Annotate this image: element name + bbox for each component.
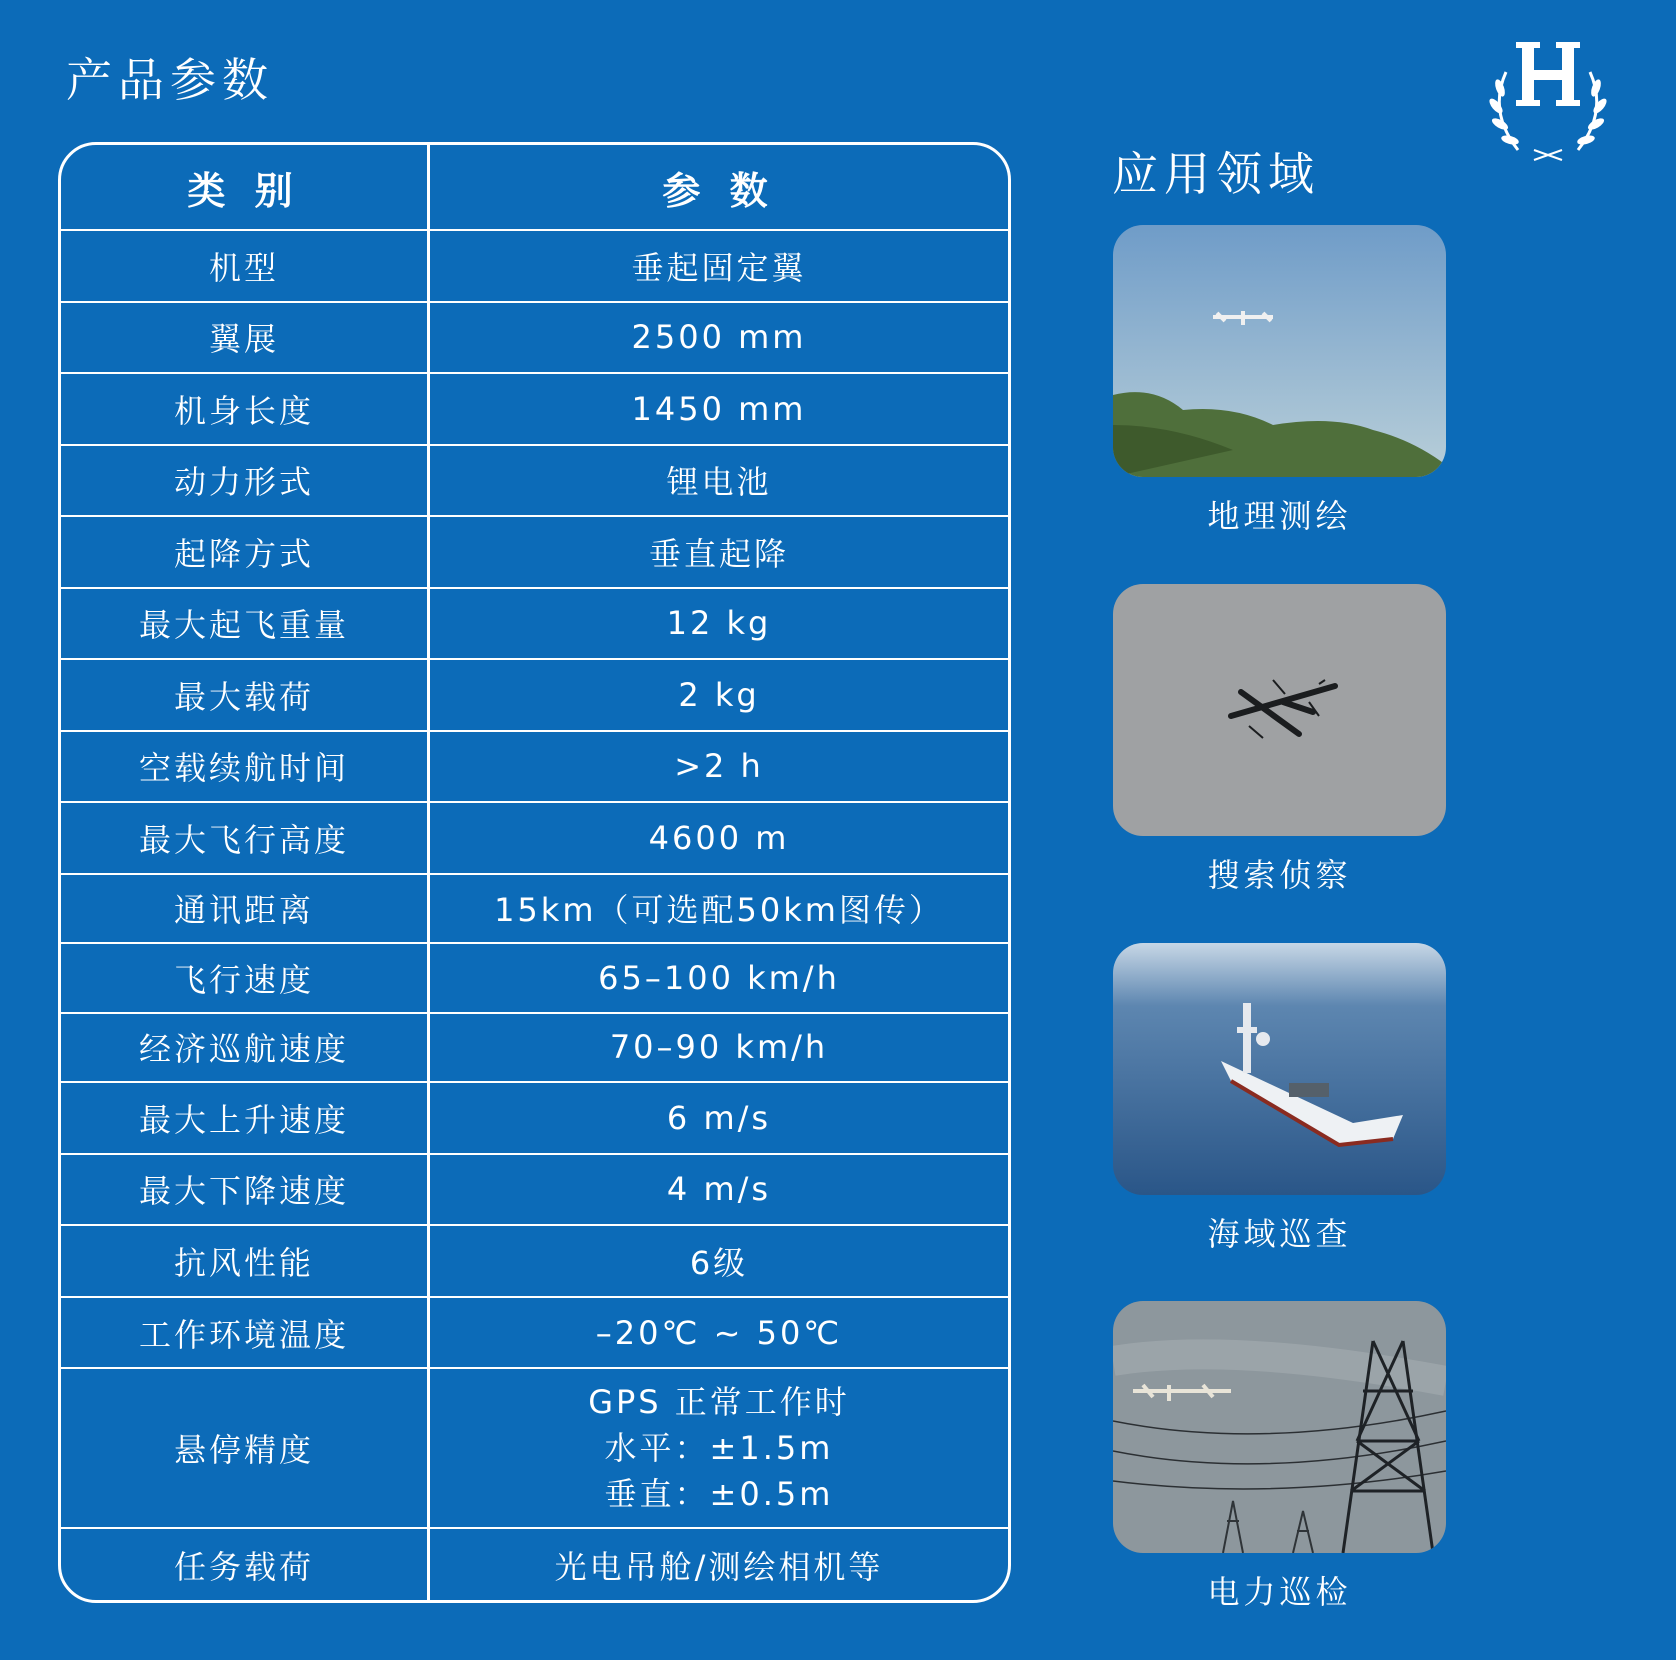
photo-drone-grey-sky-icon (1113, 584, 1446, 836)
row-value: 6 m/s (429, 1082, 1009, 1154)
table-row (61, 731, 1008, 803)
table-row (61, 874, 1008, 944)
row-value: 70–90 km/h (429, 1013, 1009, 1083)
row-category: 飞行速度 (61, 943, 429, 1013)
application-card-power (1113, 1301, 1446, 1613)
row-value: 垂直起降 (429, 516, 1009, 588)
row-value-multiline (429, 1368, 1009, 1528)
row-value: 垂起固定翼 (429, 230, 1009, 302)
photo-drone-power-tower-icon (1113, 1301, 1446, 1553)
spec-table (61, 145, 1008, 1600)
table-header-row (61, 145, 1008, 230)
row-category: 最大飞行高度 (61, 802, 429, 874)
table-row-hover-accuracy (61, 1368, 1008, 1528)
row-value: 6级 (429, 1225, 1009, 1297)
application-card-recon (1113, 584, 1446, 896)
application-label: 地理测绘 (1207, 497, 1352, 535)
row-value: –20℃ ~ 50℃ (429, 1297, 1009, 1369)
page-title: 产品参数 (66, 53, 274, 107)
row-category: 动力形式 (61, 445, 429, 517)
row-value: >2 h (429, 731, 1009, 803)
photo-ship-at-sea-icon (1113, 943, 1446, 1195)
table-row (61, 1297, 1008, 1369)
row-category: 工作环境温度 (61, 1297, 429, 1369)
application-label: 电力巡检 (1207, 1573, 1352, 1611)
table-row (61, 302, 1008, 374)
row-value: 65–100 km/h (429, 943, 1009, 1013)
table-row (61, 445, 1008, 517)
row-category: 抗风性能 (61, 1225, 429, 1297)
table-row (61, 516, 1008, 588)
row-value: 1450 mm (429, 373, 1009, 445)
applications-title: 应用领域 (1112, 147, 1320, 201)
row-category: 通讯距离 (61, 874, 429, 944)
table-row (61, 1154, 1008, 1226)
hover-line-gps: GPS 正常工作时 (588, 1383, 850, 1422)
row-category: 最大起飞重量 (61, 588, 429, 660)
row-category: 任务载荷 (61, 1528, 429, 1600)
application-label: 搜索侦察 (1207, 856, 1352, 894)
laurel-hi-logo-icon (1478, 32, 1618, 162)
table-row (61, 1082, 1008, 1154)
row-category: 空载续航时间 (61, 731, 429, 803)
table-row (61, 802, 1008, 874)
table-row (61, 373, 1008, 445)
table-row (61, 659, 1008, 731)
row-value: 2500 mm (429, 302, 1009, 374)
row-value: 12 kg (429, 588, 1009, 660)
application-label: 海域巡查 (1207, 1215, 1352, 1253)
application-card-survey (1113, 225, 1446, 537)
row-value: 光电吊舱/测绘相机等 (554, 1547, 884, 1586)
table-row (61, 588, 1008, 660)
table-row (61, 943, 1008, 1013)
application-card-maritime (1113, 943, 1446, 1255)
hover-line-vertical: 垂直：±0.5m (604, 1475, 834, 1514)
spec-table-frame (58, 142, 1011, 1603)
photo-drone-over-hills-icon (1113, 225, 1446, 477)
row-category: 机身长度 (61, 373, 429, 445)
row-category: 最大下降速度 (61, 1154, 429, 1226)
row-value: 15km（可选配50km图传） (429, 874, 1009, 944)
table-row (61, 1225, 1008, 1297)
table-row (61, 1528, 1008, 1600)
row-category: 最大上升速度 (61, 1082, 429, 1154)
table-row (61, 230, 1008, 302)
row-value: 2 kg (429, 659, 1009, 731)
row-value: 4 m/s (429, 1154, 1009, 1226)
row-value: 锂电池 (429, 445, 1009, 517)
table-row (61, 1013, 1008, 1083)
hover-line-horizontal: 水平：±1.5m (604, 1429, 834, 1468)
row-category: 悬停精度 (61, 1368, 429, 1528)
row-category: 起降方式 (61, 516, 429, 588)
row-category: 经济巡航速度 (61, 1013, 429, 1083)
row-category: 翼展 (61, 302, 429, 374)
header-value: 参 数 (429, 145, 1009, 230)
row-value: 4600 m (429, 802, 1009, 874)
header-category: 类 别 (61, 145, 429, 230)
row-category: 最大载荷 (61, 659, 429, 731)
row-category: 机型 (61, 230, 429, 302)
